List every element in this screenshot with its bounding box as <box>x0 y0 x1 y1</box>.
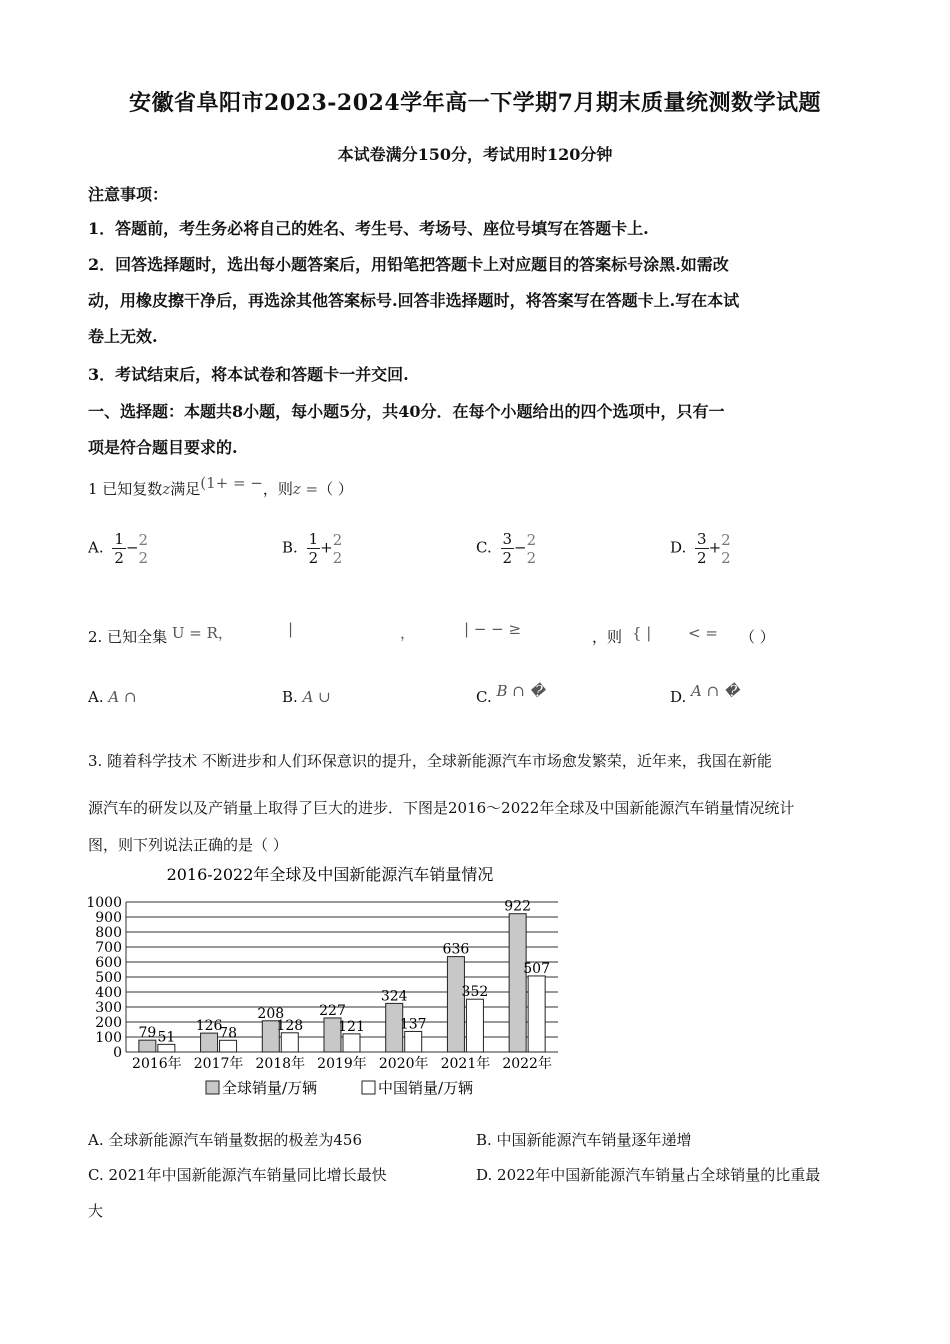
numerator: 2 <box>526 530 537 549</box>
question-3-line-3: 图，则下列说法正确的是（ ） <box>88 836 288 854</box>
numerator: 3 <box>502 530 513 548</box>
q2-bar: | <box>288 620 294 638</box>
notes-item-2-line-2: 动，用橡皮擦干净后，再选涂其他答案标号.回答非选择题时，将答案写在答题卡上.写在本试 <box>88 291 740 310</box>
q2-set-u: U = R， <box>171 624 233 642</box>
fraction-partial <box>527 531 537 567</box>
y-tick-label: 1000 <box>86 895 122 911</box>
q3-option-a[interactable]: A. 全球新能源汽车销量数据的极差为456 <box>88 1131 363 1149</box>
denominator: 2 <box>114 549 124 567</box>
denominator: 2 <box>526 548 537 567</box>
y-tick-label: 200 <box>95 1015 122 1031</box>
option-expr: A ∩ <box>108 688 137 706</box>
x-tick-label: 2017年 <box>193 1056 244 1072</box>
denominator: 2 <box>138 548 149 567</box>
notes-item-2-line-3: 卷上无效. <box>88 327 158 346</box>
label-global-2018年: 208 <box>257 1005 285 1022</box>
numerator: 2 <box>138 530 149 549</box>
chart-data-labels <box>138 899 550 1046</box>
chart-title: 2016-2022年全球及中国新能源汽车销量情况 <box>166 865 494 884</box>
q2-option-d[interactable] <box>670 682 740 706</box>
label-china-2019年: 121 <box>338 1018 365 1035</box>
legend-swatch-1 <box>362 1081 375 1094</box>
label-global-2021年: 636 <box>442 941 470 958</box>
y-tick-label: 700 <box>95 940 122 956</box>
bar-china-2017年 <box>220 1040 237 1052</box>
label-china-2017年: 78 <box>219 1025 237 1042</box>
denominator: 2 <box>697 549 707 567</box>
denominator: 2 <box>721 548 731 567</box>
option-label: D. <box>670 688 687 706</box>
question-2 <box>88 620 775 647</box>
fraction <box>112 530 126 567</box>
label-global-2017年: 126 <box>195 1018 223 1035</box>
q3-option-d[interactable]: D. 2022年中国新能源汽车销量占全球销量的比重最 <box>476 1166 821 1184</box>
legend-label-1: 中国销量/万辆 <box>378 1079 474 1097</box>
denominator: 2 <box>308 549 319 567</box>
q1-var-z: z <box>162 480 171 498</box>
x-tick-label: 2018年 <box>255 1056 306 1072</box>
fraction-partial <box>333 531 343 567</box>
chart-y-ticks <box>86 895 122 1061</box>
operator: + <box>320 538 333 557</box>
label-global-2022年: 922 <box>504 898 532 915</box>
legend-label-0: 全球销量/万辆 <box>222 1079 318 1097</box>
option-label: D. <box>670 538 687 557</box>
option-expr: A ∪ <box>302 688 331 706</box>
y-tick-label: 600 <box>95 955 122 971</box>
q3-option-c[interactable]: C. 2021年中国新能源汽车销量同比增长最快 <box>88 1166 387 1184</box>
fraction <box>307 530 321 567</box>
chart-x-ticks <box>132 1055 552 1072</box>
q2-option-b[interactable] <box>282 688 331 706</box>
bar-global-2021年 <box>447 957 464 1052</box>
y-tick-label: 0 <box>113 1045 122 1061</box>
y-tick-label: 500 <box>95 970 122 986</box>
q3-option-b[interactable]: B. 中国新能源汽车销量逐年递增 <box>476 1131 692 1149</box>
option-label: B. <box>282 688 298 706</box>
notes-item-2-line-1: 2．回答选择题时，选出每小题答案后，用铅笔把答题卡上对应题目的答案标号涂黑.如需改 <box>88 255 729 274</box>
q2-comma: ， <box>400 624 416 642</box>
q1-option-d[interactable] <box>670 530 731 567</box>
bar-china-2016年 <box>158 1044 175 1052</box>
q1-option-a[interactable] <box>88 530 148 567</box>
numerator: 3 <box>697 530 707 548</box>
numerator: 1 <box>114 530 124 548</box>
q1-option-c[interactable] <box>476 530 536 567</box>
numerator: 1 <box>308 530 319 548</box>
q2-tail: ，则 <box>592 628 623 646</box>
y-tick-label: 100 <box>95 1030 122 1046</box>
numerator: 2 <box>721 530 731 549</box>
notes-heading: 注意事项： <box>88 185 169 204</box>
bar-china-2018年 <box>281 1033 298 1052</box>
notes-item-3: 3．考试结束后，将本试卷和答题卡一并交回. <box>88 365 409 384</box>
q2-brace: { | <box>632 624 652 642</box>
option-expr: B ∩ � <box>496 682 546 700</box>
option-label: A. <box>88 688 104 706</box>
option-label: C. <box>476 538 492 557</box>
q2-prefix: 2. 已知全集 <box>88 628 168 646</box>
x-tick-label: 2016年 <box>132 1056 182 1072</box>
operator: − <box>125 538 139 557</box>
denominator: 2 <box>502 549 513 567</box>
label-china-2018年: 128 <box>276 1017 304 1034</box>
q2-option-a[interactable] <box>88 688 137 706</box>
bar-global-2017年 <box>201 1033 218 1052</box>
q1-ask: z = <box>292 480 319 498</box>
question-1 <box>88 474 353 499</box>
bar-global-2022年 <box>509 914 526 1052</box>
fraction-partial <box>139 531 149 567</box>
fraction <box>695 530 709 567</box>
y-tick-label: 400 <box>95 985 122 1001</box>
x-tick-label: 2020年 <box>378 1056 429 1072</box>
question-3-line-1: 3. 随着科学技术 不断进步和人们环保意识的提升，全球新能源汽车市场愈发繁荣，近年来，我国在新能 <box>88 752 772 770</box>
x-tick-label: 2022年 <box>502 1056 552 1072</box>
q2-paren: （ ） <box>740 628 775 646</box>
chart-legend <box>206 1079 473 1097</box>
label-china-2022年: 507 <box>523 960 551 977</box>
bar-china-2022年 <box>528 976 545 1052</box>
operator: − <box>514 538 527 557</box>
q3-option-d-continued: 大 <box>88 1202 104 1220</box>
label-china-2021年: 352 <box>461 984 489 1001</box>
label-china-2016年: 51 <box>157 1029 176 1046</box>
y-tick-label: 900 <box>95 910 122 926</box>
option-expr: A ∩ � <box>691 682 740 700</box>
label-global-2019年: 227 <box>319 1002 346 1019</box>
bar-china-2021年 <box>466 999 483 1052</box>
q2-option-c[interactable] <box>476 682 546 706</box>
q1-then: ，则 <box>262 480 293 498</box>
q1-mid: 满足 <box>170 480 201 498</box>
label-global-2016年: 79 <box>138 1025 157 1042</box>
option-label: B. <box>282 538 298 557</box>
q1-expr: (1+ = − <box>200 474 263 492</box>
q2-less-than: < = <box>688 624 718 642</box>
page-title: 安徽省阜阳市2023-2024学年高一下学期7月期末质量统测数学试题 <box>129 90 821 116</box>
q2-condition: | − − ≥ <box>464 620 522 638</box>
fraction-partial <box>721 531 731 567</box>
q1-option-b[interactable] <box>282 530 342 567</box>
legend-swatch-0 <box>206 1081 219 1094</box>
bar-global-2016年 <box>139 1040 156 1052</box>
q1-paren: （ ） <box>318 480 353 498</box>
section-1-line-2: 项是符合题目要求的. <box>88 438 238 457</box>
y-tick-label: 800 <box>95 925 122 941</box>
x-tick-label: 2021年 <box>440 1056 491 1072</box>
q1-prefix: 1 已知复数 <box>88 480 163 498</box>
page-subtitle: 本试卷满分150分，考试用时120分钟 <box>337 145 613 164</box>
x-tick-label: 2019年 <box>317 1056 367 1072</box>
question-3-line-2: 源汽车的研发以及产销量上取得了巨大的进步．下图是2016～2022年全球及中国新能源汽车销量情况统计 <box>88 799 795 817</box>
y-tick-label: 300 <box>95 1000 122 1016</box>
label-global-2020年: 324 <box>380 988 408 1005</box>
label-china-2020年: 137 <box>399 1016 427 1033</box>
option-label: C. <box>476 688 492 706</box>
bar-china-2019年 <box>343 1034 360 1052</box>
denominator: 2 <box>332 548 343 567</box>
notes-item-1: 1．答题前，考生务必将自己的姓名、考生号、考场号、座位号填写在答题卡上. <box>88 219 649 238</box>
section-1-line-1: 一、选择题：本题共8小题，每小题5分，共40分．在每个小题给出的四个选项中，只有一 <box>88 402 725 421</box>
fraction <box>501 530 515 567</box>
operator: + <box>708 538 722 557</box>
sales-bar-chart <box>80 860 580 1110</box>
option-label: A. <box>88 538 104 557</box>
bar-china-2020年 <box>405 1031 422 1052</box>
numerator: 2 <box>332 530 343 549</box>
